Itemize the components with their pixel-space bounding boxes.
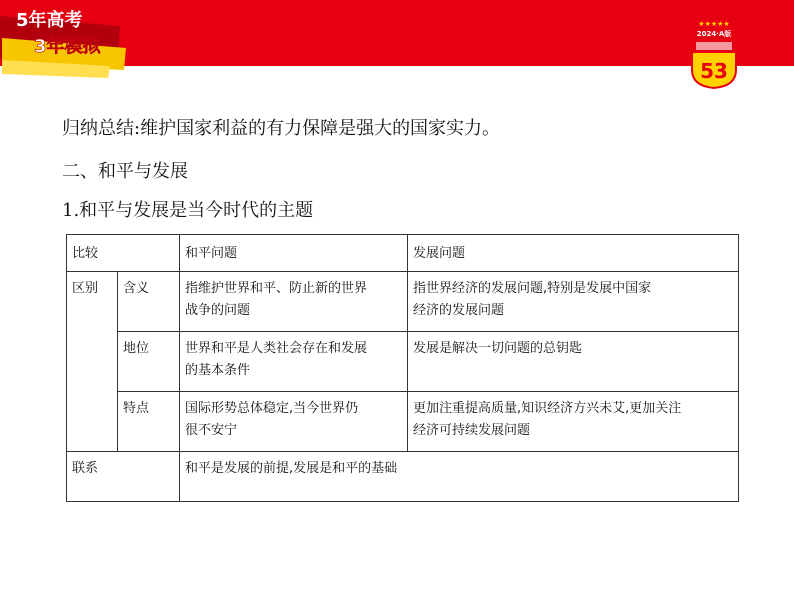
- header-peace: 和平问题: [180, 235, 408, 272]
- cell-development: [408, 272, 739, 332]
- cell-line: 世界和平是人类社会存在和发展: [185, 341, 368, 356]
- header-development: 发展问题: [408, 235, 739, 272]
- row-label: 地位: [118, 332, 180, 392]
- cell-line: 发展是解决一切问题的总钥匙: [413, 341, 583, 356]
- logo-right-year: 2024·A版: [696, 30, 732, 38]
- brand-logo-right: [686, 20, 742, 90]
- logo-right-number: 53: [700, 59, 728, 83]
- cell-development: [408, 392, 739, 452]
- logo-left-line2: 3年模拟: [34, 36, 101, 57]
- subsection-title: 1.和平与发展是当今时代的主题: [62, 200, 314, 221]
- comparison-table: [66, 234, 739, 502]
- table-row: [67, 392, 739, 452]
- table-row: [67, 272, 739, 332]
- header-compare: 比较: [67, 235, 180, 272]
- cell-line: 经济可持续发展问题: [413, 423, 531, 438]
- cell-peace: [180, 332, 408, 392]
- brand-logo-left: [0, 0, 140, 82]
- table-header-row: [67, 235, 739, 272]
- group-label: 区别: [67, 272, 118, 452]
- cell-line: 国际形势总体稳定,当今世界仍: [185, 401, 359, 416]
- stars-icon: ★★★★★: [698, 20, 730, 28]
- cell-development: [408, 332, 739, 392]
- cell-line: 更加注重提高质量,知识经济方兴未艾,更加关注: [413, 401, 682, 416]
- row-label: 含义: [118, 272, 180, 332]
- cell-line: 指世界经济的发展问题,特别是发展中国家: [413, 281, 652, 296]
- table-row: [67, 332, 739, 392]
- table-row-relation: [67, 452, 739, 502]
- cell-line: 指维护世界和平、防止新的世界: [185, 281, 368, 296]
- row-label: 特点: [118, 392, 180, 452]
- section-title: 二、和平与发展: [62, 161, 188, 182]
- cell-line: 很不安宁: [185, 423, 238, 438]
- cell-peace: [180, 272, 408, 332]
- cell-line: 战争的问题: [185, 303, 251, 318]
- cell-line: 的基本条件: [185, 363, 251, 378]
- relation-label: 联系: [67, 452, 180, 502]
- logo-left-line1: 5年高考: [16, 10, 83, 31]
- relation-text: 和平是发展的前提,发展是和平的基础: [180, 452, 739, 502]
- cell-peace: [180, 392, 408, 452]
- cell-line: 经济的发展问题: [413, 303, 505, 318]
- summary-text: 归纳总结:维护国家利益的有力保障是强大的国家实力。: [62, 118, 501, 139]
